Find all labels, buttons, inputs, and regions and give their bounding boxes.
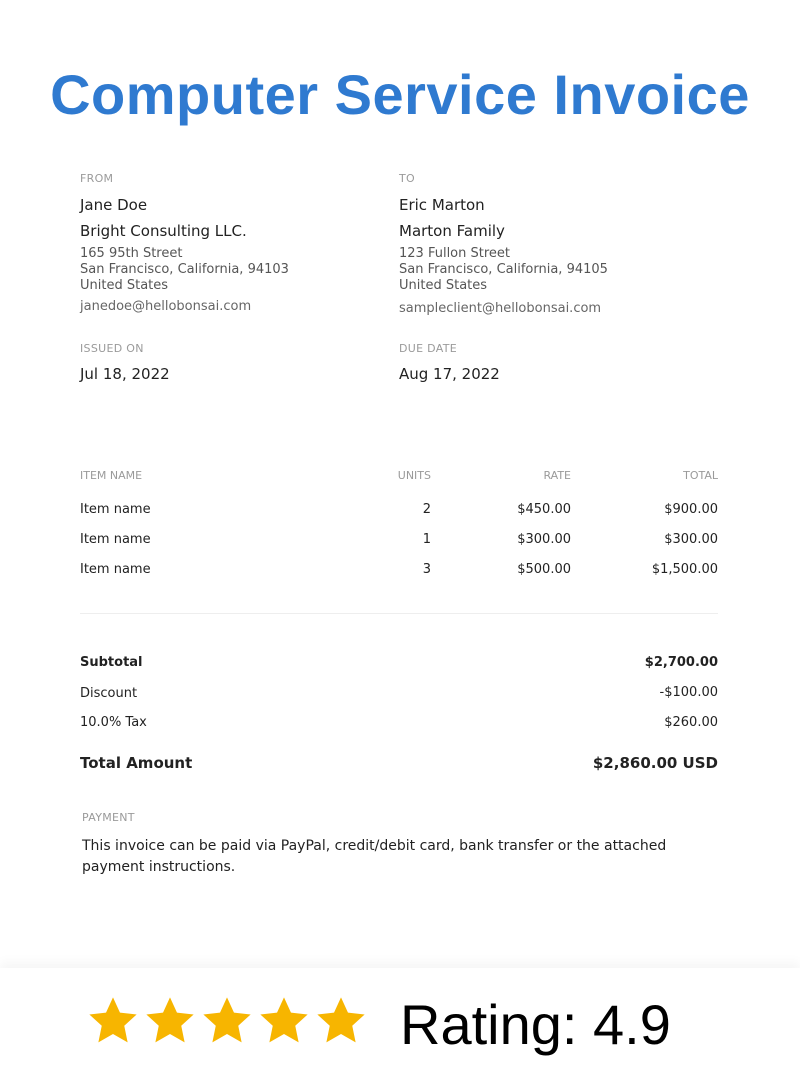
rating-text: Rating: 4.9 [400,993,671,1056]
invoice-title: Computer Service Invoice [50,63,750,126]
total-amount-label: Total Amount [80,754,193,772]
tax-value: $260.00 [664,715,718,730]
row-units: 1 [422,532,431,547]
due-date: Aug 17, 2022 [399,365,500,383]
header-rate: RATE [543,469,571,482]
to-email: sampleclient@hellobonsai.com [399,301,602,316]
to-company: Marton Family [399,222,505,240]
to-address-line3: United States [399,278,488,293]
header-units: UNITS [397,469,431,482]
star-icon [257,994,311,1048]
from-address-line3: United States [80,278,169,293]
row-rate: $300.00 [517,532,571,547]
to-address-line2: San Francisco, California, 94105 [399,262,608,277]
rating-stars [86,994,368,1048]
header-total: TOTAL [683,469,718,482]
issued-section [80,342,170,383]
due-label: DUE DATE [399,342,457,355]
row-total: $300.00 [664,532,718,547]
row-total: $1,500.00 [651,562,718,577]
issued-date: Jul 18, 2022 [80,365,170,383]
row-units: 2 [422,502,431,517]
from-label: FROM [80,172,114,185]
from-name: Jane Doe [80,196,148,214]
due-section [399,342,500,383]
from-address-line2: San Francisco, California, 94103 [80,262,289,277]
star-icon [314,994,368,1048]
total-amount-value: $2,860.00 USD [592,754,718,772]
header-item-name: ITEM NAME [80,469,143,482]
star-icon [143,994,197,1048]
to-section [399,172,608,316]
from-company: Bright Consulting LLC. [80,222,247,240]
to-label: TO [399,172,415,185]
subtotal-label: Subtotal [80,655,143,670]
to-name: Eric Marton [399,196,485,214]
row-rate: $500.00 [517,562,571,577]
star-icon [86,994,140,1048]
from-section [80,172,289,314]
row-item: Item name [80,562,151,577]
tax-label: 10.0% Tax [80,715,147,730]
issued-label: ISSUED ON [80,342,144,355]
from-address-line1: 165 95th Street [80,246,183,261]
discount-value: -$100.00 [659,685,718,700]
to-address-line1: 123 Fullon Street [399,246,511,261]
subtotal-value: $2,700.00 [644,655,718,670]
row-item: Item name [80,502,151,517]
row-rate: $450.00 [517,502,571,517]
row-total: $900.00 [664,502,718,517]
payment-label: PAYMENT [82,811,135,824]
discount-label: Discount [80,686,138,701]
from-email: janedoe@hellobonsai.com [80,299,252,314]
payment-instructions: This invoice can be paid via PayPal, credit/debit card, bank transfer or the attached payment instructions. [82,838,667,875]
table-divider [80,613,718,614]
row-item: Item name [80,532,151,547]
row-units: 3 [422,562,431,577]
star-icon [200,994,254,1048]
